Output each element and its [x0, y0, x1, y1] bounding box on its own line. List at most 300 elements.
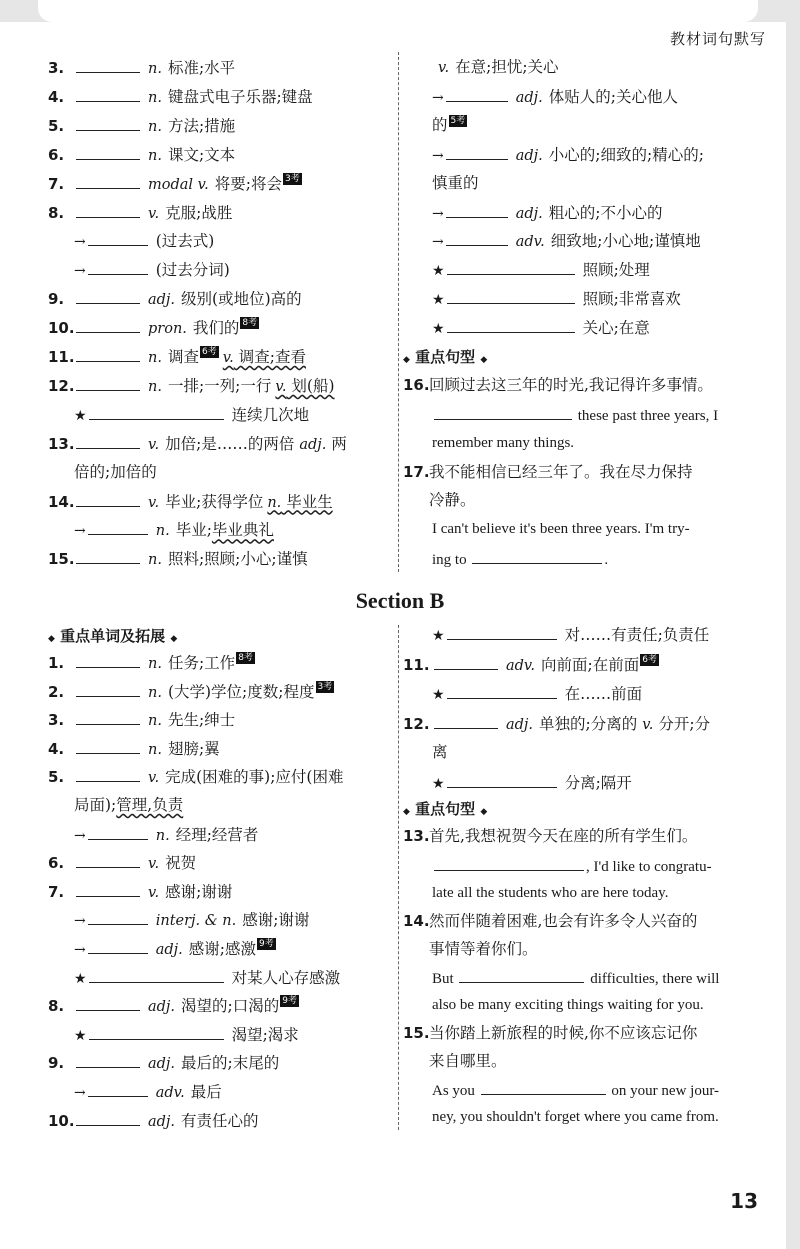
exam-frequency-tag: 9考 [259, 939, 274, 949]
chinese-meaning: 在……前面 [564, 685, 643, 703]
b-left-line [48, 1081, 222, 1103]
part-of-speech: n. [148, 713, 162, 730]
item-number: 9. [48, 290, 65, 309]
answer-blank[interactable] [76, 202, 140, 218]
arrow-icon: → [432, 205, 444, 222]
top-left-line [48, 288, 302, 310]
chinese-sentence: 冷静。 [429, 491, 476, 509]
continuation-text: 局面); [74, 796, 117, 814]
top-right-line [432, 173, 479, 193]
answer-blank[interactable] [434, 713, 498, 729]
part-of-speech: n. [148, 350, 162, 366]
answer-blank[interactable] [76, 346, 140, 362]
part-of-speech: adj. [155, 942, 183, 958]
diamond-icon: ◆ [403, 355, 410, 365]
b-left-line [48, 909, 309, 931]
chinese-meaning: 标准;水平 [167, 59, 236, 77]
exam-frequency-tag: 9考 [282, 996, 298, 1007]
chinese-meaning: 向前面;在前面 [541, 655, 640, 674]
sentence-blank[interactable] [459, 967, 584, 983]
part-of-speech: n. [155, 523, 170, 540]
sentence-subhead-b [403, 798, 487, 819]
part-of-speech: n. [148, 378, 162, 395]
sentence-17-cn [403, 462, 693, 482]
chinese-meaning: 两 [331, 434, 347, 453]
chinese-meaning: 将要;将会 [214, 174, 282, 193]
chinese-meaning: (过去分词) [155, 261, 230, 280]
part-of-speech: v. [642, 716, 654, 733]
sentence-blank[interactable] [481, 1079, 606, 1095]
b-right-line [403, 772, 632, 794]
chinese-meaning: 感谢;感激 [188, 940, 257, 958]
chinese-meaning: 感谢;谢谢 [242, 911, 310, 930]
b-left-line [48, 766, 343, 788]
part-of-speech: adv. [155, 1085, 185, 1101]
english-text: As you [432, 1083, 479, 1099]
chinese-meaning: 毕业;获得学位 [165, 492, 264, 511]
part-of-speech: adj. [299, 436, 327, 453]
arrow-icon: → [74, 1085, 86, 1101]
top-right-line [432, 115, 467, 135]
english-text: , I'd like to congratu- [586, 859, 712, 875]
english-text: difficulties, there will [586, 971, 720, 987]
page-number: 13 [730, 1189, 758, 1213]
chinese-meaning: 方法;措施 [167, 116, 236, 135]
top-left-line [48, 57, 235, 79]
chinese-meaning: 调查 [167, 348, 199, 366]
item-number: 15. [403, 1024, 430, 1042]
chinese-meaning: 任务;工作 [167, 654, 236, 672]
part-of-speech: modal v. [148, 176, 209, 193]
answer-blank[interactable] [447, 772, 557, 788]
answer-blank[interactable] [447, 624, 557, 640]
chinese-meaning: 祝贺 [165, 854, 197, 873]
top-right-line [432, 86, 678, 108]
sentence-14-cn [403, 911, 697, 931]
chinese-meaning: 体贴人的;关心他人 [548, 87, 679, 106]
english-text: also be many exciting things waiting for you. [432, 997, 704, 1013]
part-of-speech: adv. [515, 234, 545, 251]
answer-blank[interactable] [76, 173, 140, 189]
chinese-meaning: 对……有责任;负责任 [564, 626, 710, 644]
answer-blank[interactable] [76, 1052, 140, 1068]
sentence-15-cn [403, 1023, 697, 1043]
part-of-speech: v. [148, 856, 160, 873]
sentence-17-cn2 [403, 490, 476, 510]
sentence-blank[interactable] [434, 404, 572, 420]
top-left-line [48, 548, 308, 570]
top-bar-inner [38, 0, 758, 22]
top-right-line [432, 317, 650, 339]
column-divider-top [398, 52, 399, 572]
chinese-meaning: 渴望;渴求 [231, 1025, 299, 1044]
exam-frequency-tag: 6考 [642, 654, 657, 665]
star-icon: ★ [432, 687, 445, 703]
item-number: 14. [403, 912, 430, 930]
answer-blank[interactable] [89, 967, 224, 983]
item-number: 10. [48, 1111, 75, 1130]
part-of-speech: v. [148, 436, 160, 453]
top-bar [0, 0, 800, 22]
answer-blank[interactable] [446, 230, 508, 246]
answer-blank[interactable] [76, 652, 140, 668]
chinese-meaning: 最后的;末尾的 [181, 1054, 280, 1073]
chinese-meaning: 键盘式电子乐器;键盘 [167, 87, 313, 106]
top-right-line [432, 259, 650, 281]
chinese-sentence: 来自哪里。 [429, 1052, 507, 1070]
answer-blank[interactable] [76, 375, 140, 391]
answer-blank[interactable] [76, 115, 140, 131]
answer-blank[interactable] [88, 824, 148, 840]
diamond-icon: ◆ [403, 807, 410, 817]
continuation-text: 的 [432, 115, 448, 134]
chinese-meaning: 渴望的;口渴的 [181, 997, 280, 1016]
part-of-speech: adj. [148, 999, 176, 1016]
part-of-speech: n. [148, 656, 162, 672]
item-number: 13. [48, 434, 75, 453]
top-right-line [432, 144, 704, 166]
item-number: 16. [403, 376, 430, 394]
b-left-line [48, 967, 340, 989]
top-left-line [48, 404, 309, 426]
exam-frequency-tag: 8考 [242, 318, 258, 329]
part-of-speech: n. [267, 494, 282, 511]
sentence-subhead-b-label: 重点句型 [409, 800, 481, 818]
chinese-meaning: 照顾;非常喜欢 [582, 290, 681, 309]
exam-frequency-tag: 8考 [238, 653, 253, 663]
arrow-icon: → [74, 234, 86, 251]
top-left-line [48, 259, 230, 281]
item-number: 4. [48, 87, 65, 106]
diamond-icon: ◆ [48, 634, 55, 644]
part-of-speech: adj. [148, 292, 176, 309]
english-text: But [432, 971, 458, 987]
answer-blank[interactable] [88, 1081, 148, 1097]
part-of-speech: n. [148, 741, 162, 758]
answer-blank[interactable] [446, 86, 508, 102]
sentence-16-en1 [432, 404, 718, 426]
item-number: 14. [48, 492, 75, 511]
part-of-speech: n. [148, 61, 162, 77]
top-right-line [432, 230, 701, 252]
sentence-blank[interactable] [434, 855, 584, 871]
part-of-speech: interj. & n. [155, 913, 237, 930]
chinese-meaning: 经理;经营者 [175, 825, 259, 844]
item-number: 3. [48, 711, 65, 730]
sentence-14-en2 [432, 995, 704, 1015]
diamond-icon: ◆ [480, 355, 488, 365]
item-number: 6. [48, 145, 65, 164]
arrow-icon: → [74, 263, 86, 280]
b-right-line [403, 742, 448, 762]
arrow-icon: → [432, 234, 444, 251]
item-number: 15. [48, 550, 75, 569]
english-text: these past three years, I [574, 408, 719, 424]
part-of-speech: v. [148, 884, 160, 901]
answer-blank[interactable] [446, 144, 508, 160]
answer-blank[interactable] [76, 681, 140, 697]
diamond-icon: ◆ [480, 807, 488, 817]
b-left-line [48, 995, 299, 1017]
sentence-15-en1 [432, 1079, 719, 1101]
wavy-underlined-meaning: n. 毕业生 [267, 492, 333, 511]
part-of-speech: adj. [506, 716, 534, 733]
star-icon: ★ [74, 970, 87, 987]
part-of-speech: n. [148, 89, 162, 106]
chinese-meaning: 感谢;谢谢 [165, 882, 233, 901]
top-left-line [48, 317, 259, 339]
item-number: 1. [48, 654, 65, 672]
column-divider-bottom [398, 625, 399, 1130]
chinese-meaning: 完成(困难的事);应付(困难 [165, 768, 344, 787]
top-left-line [48, 375, 335, 397]
chinese-meaning: 先生;绅士 [167, 711, 236, 730]
b-left-line [48, 1024, 299, 1046]
b-left-line [48, 738, 220, 760]
chinese-meaning: 克服;战胜 [165, 203, 233, 222]
arrow-icon: → [74, 942, 86, 958]
sentence-16-cn [403, 375, 713, 395]
b-right-line [403, 683, 642, 705]
answer-blank[interactable] [76, 852, 140, 868]
section-b-title: Section B [355, 588, 445, 613]
part-of-speech: n. [148, 552, 162, 569]
sentence-17-en1 [432, 519, 690, 539]
answer-blank[interactable] [88, 259, 148, 275]
part-of-speech: v. [275, 378, 287, 395]
chinese-meaning: 课文;文本 [167, 145, 236, 164]
chinese-meaning: 加倍;是……的两倍 [165, 434, 295, 453]
b-left-line [48, 652, 255, 674]
sentence-13-en2 [432, 883, 668, 903]
sentence-16-en2 [432, 433, 574, 453]
chinese-sentence: 首先,我想祝贺今天在座的所有学生们。 [429, 827, 698, 845]
arrow-icon: → [432, 89, 444, 106]
chinese-meaning: 翅膀;翼 [167, 739, 220, 758]
answer-blank[interactable] [76, 766, 140, 782]
chinese-sentence: 我不能相信已经三年了。我在尽力保持 [429, 463, 693, 481]
answer-blank[interactable] [76, 144, 140, 160]
top-right-line [432, 288, 681, 310]
answer-blank[interactable] [89, 404, 224, 420]
english-text: . [604, 552, 609, 568]
words-subhead-b-label: 重点单词及拓展 [54, 627, 171, 645]
star-icon: ★ [432, 321, 445, 338]
chinese-meaning: 分开;分 [658, 714, 711, 733]
top-right-line [432, 202, 663, 224]
wavy-underlined-meaning: v. 划(船) [275, 376, 335, 395]
chinese-meaning: 一排;一列;一行 [167, 376, 272, 395]
b-left-line [48, 852, 196, 874]
continuation-text: 离 [432, 743, 448, 761]
part-of-speech: v. [148, 205, 160, 222]
arrow-icon: → [432, 147, 444, 164]
top-left-line [48, 144, 235, 166]
exam-frequency-tag: 5考 [450, 115, 466, 126]
chinese-meaning: 对某人心存感激 [231, 968, 341, 987]
part-of-speech: adj. [515, 89, 543, 106]
part-of-speech: adj. [148, 1113, 176, 1130]
top-left-line [48, 202, 232, 224]
wavy-underlined-meaning: 毕业典礼 [211, 521, 274, 540]
answer-blank[interactable] [88, 519, 148, 535]
part-of-speech: v. [148, 494, 160, 511]
star-icon: ★ [74, 1027, 87, 1044]
chinese-meaning: 最后 [190, 1083, 222, 1101]
chinese-sentence: 回顾过去这三年的时光,我记得许多事情。 [429, 376, 713, 394]
english-text: I can't believe it's been three years. I'm try- [432, 521, 690, 537]
chinese-meaning: 细致地;小心地;谨慎地 [550, 232, 701, 251]
answer-blank[interactable] [447, 317, 575, 333]
item-number: 7. [48, 174, 65, 193]
answer-blank[interactable] [447, 259, 575, 275]
arrow-icon: → [74, 827, 86, 844]
sentence-13-cn [403, 826, 697, 846]
item-number: 6. [48, 854, 65, 873]
wavy-underlined-meaning: v. 调查;查看 [222, 348, 306, 366]
answer-blank[interactable] [88, 909, 148, 925]
answer-blank[interactable] [76, 995, 140, 1011]
answer-blank[interactable] [447, 288, 575, 304]
top-left-line [48, 433, 347, 455]
answer-blank[interactable] [447, 683, 557, 699]
answer-blank[interactable] [76, 491, 140, 507]
answer-blank[interactable] [76, 86, 140, 102]
b-left-line [48, 824, 258, 846]
diamond-icon: ◆ [170, 634, 178, 644]
answer-blank[interactable] [76, 1110, 140, 1126]
b-left-line [48, 1110, 259, 1132]
answer-blank[interactable] [76, 317, 140, 333]
chinese-meaning: 毕业; [175, 521, 212, 540]
top-left-line [48, 462, 157, 482]
answer-blank[interactable] [76, 57, 140, 73]
answer-blank[interactable] [434, 654, 498, 670]
chinese-sentence: 当你踏上新旅程的时候,你不应该忘记你 [429, 1024, 698, 1042]
b-right-line [403, 654, 659, 676]
chinese-sentence: 然而伴随着困难,也会有许多令人兴奋的 [429, 912, 698, 930]
arrow-icon: → [74, 523, 86, 540]
item-number: 13. [403, 827, 430, 845]
star-icon: ★ [432, 263, 445, 280]
answer-blank[interactable] [76, 881, 140, 897]
item-number: 5. [48, 116, 65, 135]
answer-blank[interactable] [446, 202, 508, 218]
part-of-speech: v. [222, 350, 234, 366]
part-of-speech: adv. [506, 657, 536, 674]
part-of-speech: n. [148, 147, 162, 164]
sentence-17-en2 [432, 548, 608, 570]
chinese-meaning: 关心;在意 [582, 319, 650, 338]
top-left-line [48, 491, 333, 513]
page-header-title: 教材词句默写 [669, 30, 766, 48]
chinese-meaning: 连续几次地 [231, 405, 310, 424]
top-left-line [48, 230, 214, 252]
b-left-line [48, 938, 276, 960]
chinese-meaning: (大学)学位;度数;程度 [167, 682, 315, 701]
item-number: 11. [48, 348, 75, 366]
item-number: 4. [48, 739, 65, 758]
exam-frequency-tag: 3考 [284, 173, 300, 184]
item-number: 3. [48, 59, 65, 77]
chinese-meaning: 在意;担忧;关心 [455, 58, 559, 76]
chinese-meaning: (过去式) [155, 232, 215, 251]
part-of-speech: adj. [515, 147, 543, 164]
item-number: 12. [403, 714, 430, 733]
chinese-meaning: 有责任心的 [181, 1111, 259, 1130]
b-right-line [403, 624, 709, 646]
arrow-icon: → [74, 913, 86, 930]
item-number: 8. [48, 997, 65, 1016]
sentence-15-en2 [432, 1107, 719, 1127]
answer-blank[interactable] [88, 230, 148, 246]
english-text: ney, you shouldn't forget where you came from. [432, 1109, 719, 1125]
b-left-line [48, 881, 232, 903]
top-right-line [432, 57, 559, 78]
part-of-speech: v. [148, 770, 160, 787]
sentence-subhead-top [403, 346, 487, 367]
answer-blank[interactable] [89, 1024, 224, 1040]
part-of-speech: adj. [515, 205, 543, 222]
wavy-underlined-meaning: 管理,负责 [116, 796, 184, 814]
top-left-line [48, 519, 274, 541]
answer-blank[interactable] [88, 938, 148, 954]
continuation-text: 慎重的 [432, 173, 479, 192]
star-icon: ★ [432, 628, 445, 644]
b-left-line [48, 681, 334, 703]
part-of-speech: n. [148, 684, 162, 701]
exam-frequency-tag: 6考 [201, 347, 217, 357]
sentence-blank[interactable] [472, 548, 602, 564]
part-of-speech: v. [438, 60, 450, 76]
english-text: remember many things. [432, 435, 575, 451]
item-number: 11. [403, 655, 430, 674]
b-left-line [48, 1052, 279, 1074]
answer-blank[interactable] [76, 548, 140, 564]
part-of-speech: n. [155, 827, 170, 844]
chinese-meaning: 分离;隔开 [564, 773, 632, 792]
top-left-line [48, 346, 306, 368]
item-number: 5. [48, 768, 65, 787]
exam-frequency-tag: 3考 [317, 681, 333, 692]
answer-blank[interactable] [76, 738, 140, 754]
item-number: 8. [48, 203, 65, 222]
answer-blank[interactable] [76, 433, 140, 449]
continuation-text: 倍的;加倍的 [74, 462, 157, 481]
item-number: 2. [48, 682, 65, 701]
chinese-meaning: 级别(或地位)高的 [181, 290, 302, 309]
chinese-meaning: 照顾;处理 [582, 261, 650, 280]
answer-blank[interactable] [76, 709, 140, 725]
sentence-14-en1 [432, 967, 719, 989]
sentence-subhead-top-label: 重点句型 [409, 348, 481, 366]
chinese-meaning: 单独的;分离的 [539, 714, 638, 733]
item-number: 7. [48, 882, 65, 901]
b-right-line [403, 713, 710, 735]
b-left-line [48, 709, 235, 731]
sentence-14-cn2 [403, 939, 538, 959]
item-number: 12. [48, 376, 75, 395]
part-of-speech: adj. [148, 1056, 176, 1073]
right-edge-strip [786, 22, 800, 1249]
answer-blank[interactable] [76, 288, 140, 304]
top-left-line [48, 115, 235, 137]
chinese-meaning: 小心的;细致的;精心的; [548, 145, 704, 164]
chinese-meaning: 照料;照顾;小心;谨慎 [167, 550, 308, 569]
english-text: ing to [432, 552, 471, 568]
star-icon: ★ [432, 775, 445, 792]
english-text: late all the students who are here today. [432, 885, 669, 901]
